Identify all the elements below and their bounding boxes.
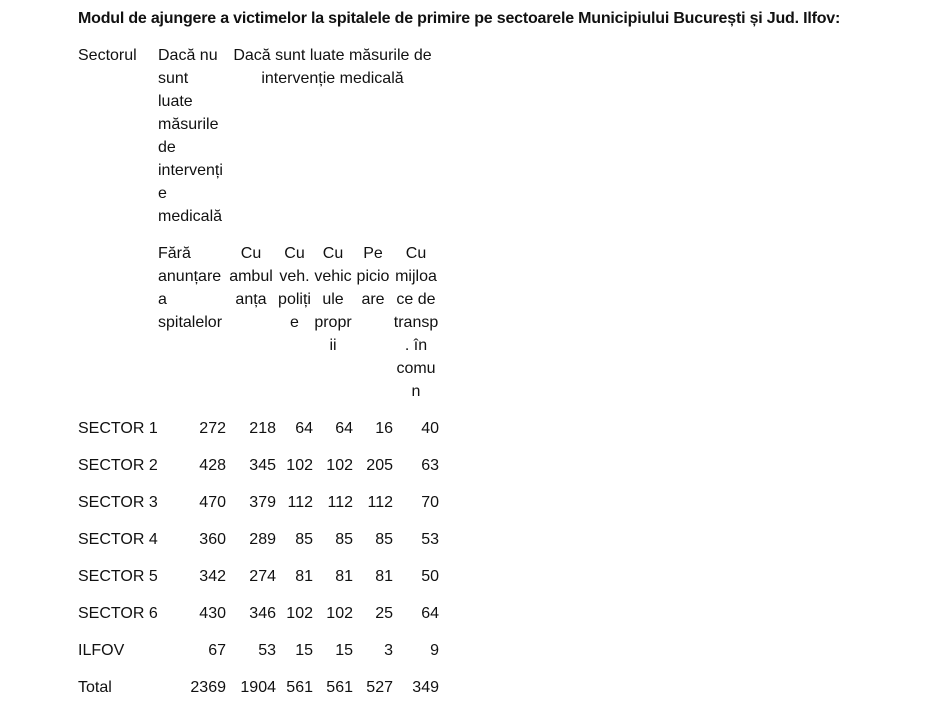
row-value-cell: 470: [199, 494, 226, 511]
row-value-cell: 428: [199, 457, 226, 474]
row-value-cell: 15: [335, 642, 353, 659]
header-no-measures: Dacă nu sunt luate măsurile de intervenți e medicală: [158, 47, 223, 225]
subheader-pe-picioare: Pe picio are: [356, 245, 390, 308]
subheader-vehicule-proprii: Cu vehic ule propr ii: [314, 245, 352, 354]
header-measures: Dacă sunt luate măsurile de intervenție medicală: [233, 47, 432, 87]
row-value-cell: 16: [375, 420, 393, 437]
row-value-cell: 345: [249, 457, 276, 474]
row-value-cell: 430: [199, 605, 226, 622]
subheader-politie: Cu veh. poliți e: [278, 245, 311, 331]
row-value-cell: 527: [366, 679, 393, 696]
row-value-cell: 205: [366, 457, 393, 474]
row-value-cell: 112: [287, 494, 313, 511]
row-value-cell: 50: [421, 568, 439, 585]
row-sector-name: SECTOR 5: [78, 568, 158, 585]
table-subheader-row: [78, 242, 439, 417]
row-value-cell: 1904: [240, 679, 276, 696]
document-page: [78, 8, 928, 713]
row-value-cell: 102: [286, 605, 313, 622]
row-value-cell: 342: [199, 568, 226, 585]
row-value-cell: 561: [326, 679, 353, 696]
victims-table: [78, 44, 439, 713]
table-row: [78, 528, 439, 565]
row-value-cell: 64: [295, 420, 313, 437]
row-value-cell: 15: [295, 642, 313, 659]
table-row: [78, 639, 439, 676]
subheader-ambulanta: Cu ambul anța: [229, 245, 273, 308]
row-value-cell: 2369: [190, 679, 226, 696]
row-sector-name: Total: [78, 679, 112, 696]
row-value-cell: 64: [421, 605, 439, 622]
subheader-transport-comun: Cu mijloa ce de transp . în comu n: [393, 245, 439, 400]
row-value-cell: 272: [199, 420, 226, 437]
row-value-cell: 218: [249, 420, 276, 437]
table-header-row: [78, 44, 439, 242]
row-value-cell: 85: [295, 531, 313, 548]
subheader-fara-anuntare: Fără anunțare a spitalelor: [158, 245, 223, 331]
row-sector-name: SECTOR 2: [78, 457, 158, 474]
row-value-cell: 346: [249, 605, 276, 622]
row-value-cell: 70: [421, 494, 439, 511]
row-value-cell: 25: [375, 605, 393, 622]
table-row: [78, 565, 439, 602]
row-value-cell: 274: [249, 568, 276, 585]
row-value-cell: 67: [208, 642, 226, 659]
row-value-cell: 379: [249, 494, 276, 511]
row-value-cell: 40: [421, 420, 439, 437]
table-row: [78, 454, 439, 491]
row-sector-name: SECTOR 1: [78, 420, 158, 437]
row-value-cell: 360: [199, 531, 226, 548]
row-value-cell: 81: [335, 568, 353, 585]
row-value-cell: 3: [384, 642, 393, 659]
row-value-cell: 112: [327, 494, 353, 511]
document-title: Modul de ajungere a victimelor la spitalele de primire pe sectoarele Municipiului București și Jud. Ilfov:: [78, 10, 841, 27]
row-value-cell: 561: [286, 679, 313, 696]
row-value-cell: 102: [326, 605, 353, 622]
row-value-cell: 81: [295, 568, 313, 585]
row-value-cell: 53: [421, 531, 439, 548]
table-row: [78, 417, 439, 454]
row-value-cell: 64: [335, 420, 353, 437]
row-value-cell: 102: [326, 457, 353, 474]
subheader-empty: [78, 242, 158, 417]
row-value-cell: 289: [249, 531, 276, 548]
row-value-cell: 81: [375, 568, 393, 585]
header-sector: Sectorul: [78, 47, 137, 64]
row-value-cell: 9: [430, 642, 439, 659]
row-sector-name: ILFOV: [78, 642, 125, 659]
row-value-cell: 53: [258, 642, 276, 659]
row-value-cell: 349: [412, 679, 439, 696]
row-value-cell: 85: [335, 531, 353, 548]
row-value-cell: 63: [421, 457, 439, 474]
row-value-cell: 102: [286, 457, 313, 474]
table-row: [78, 491, 439, 528]
row-sector-name: SECTOR 4: [78, 531, 158, 548]
row-value-cell: 112: [367, 494, 393, 511]
table-row: [78, 676, 439, 713]
row-value-cell: 85: [375, 531, 393, 548]
row-sector-name: SECTOR 6: [78, 605, 158, 622]
table-row: [78, 602, 439, 639]
row-sector-name: SECTOR 3: [78, 494, 158, 511]
table-body: [78, 417, 439, 713]
